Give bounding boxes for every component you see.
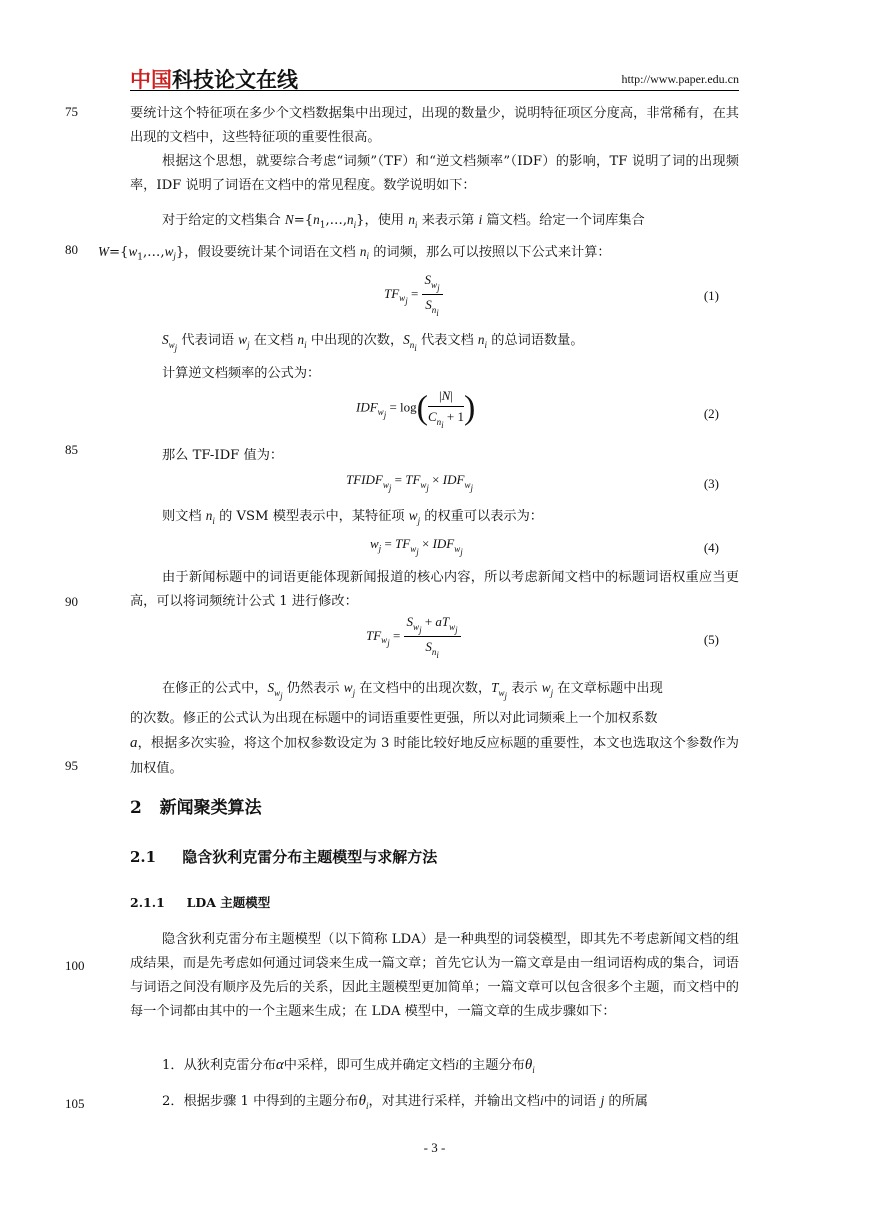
paragraph: 对于给定的文档集合 $N=\{n_1,\dots,n_i\}$，使用 $n_i$ 来表示第 i 篇文档。给定一个词库集合 $W=\{w_1,\dots,w_j\}$，假设要统计某个词语在文档 $n_i$ 的词频，那么可以按照以下公式来计算： [98,212,645,263]
equation-number: (2) [703,406,719,421]
subsubsection-heading: 2.1.1 LDA 主题模型 [130,895,271,910]
equation-number: (5) [703,632,719,647]
paragraph: 那么 TF-IDF 值为： [162,448,284,463]
paragraph: 要统计这个特征项在多少个文档数据集中出现过，出现的数量少，说明特征项区分度高，非常稀有，在其出现的文档中，这些特征项的重要性很高。 [130,106,739,145]
paragraph: 在修正的公式中，$S_{w_j}$ 仍然表示 $w_j$ 在文档中的出现次数，$T_{w_j}$ 表示 $w_j$ 在文章标题中出现 [162,680,663,701]
line-number: 80 [65,242,78,257]
equation-2: $IDF_{w_j} = \log$( $\frac{|N|}{C_{n_i} + 1}$ ) [356,388,476,430]
paragraph: 隐含狄利克雷分布主题模型（以下简称 LDA）是一种典型的词袋模型，即其先不考虑新闻文档的组成结果，而是先考虑如何通过词袋来生成一篇文章；首先它认为一篇文章是由一组词语构成的集合，词语与词语之间没有顺序及先后的关系，因此主题模型更加简单；一篇文章可以包含很多个主题，而文档中的每一个词都由其中的一个主题来生成；在 LDA 模型中，一篇文章的生成步骤如下： [130,932,739,1019]
paragraph: 由于新闻标题中的词语更能体现新闻报道的核心内容，所以考虑新闻文档中的标题词语权重应当更高，可以将词频统计公式 1 进行修改： [130,570,739,609]
equation-4: $w_j = TF_{w_j} \times IDF_{w_j}$ [370,536,463,557]
paragraph: 则文档 $n_i$ 的 VSM 模型表示中，某特征项 $w_j$ 的权重可以表示为： [162,508,543,526]
site-logo: 中国科技论文在线 [130,68,298,92]
equation-number: (4) [703,540,719,555]
line-number: 90 [65,594,78,609]
line-number: 100 [65,958,85,973]
equation-3: $TFIDF_{w_j} = TF_{w_j} \times IDF_{w_j}$ [346,472,473,493]
line-number: 105 [65,1096,85,1111]
page-number: - 3 - [423,1140,446,1155]
section-heading: 2 新闻聚类算法 [130,798,262,818]
math-inline: N [284,212,294,227]
equation-number: (1) [703,288,719,303]
list-item: 2．根据步骤 1 中得到的主题分布$\theta_i$，对其进行采样，并输出文档i中的词语 j 的所属 [162,1093,648,1111]
line-number: 85 [65,442,78,457]
equation-1: $TF_{w_j}$ = $\frac{S_{w_j}}{S_{n_i}}$ [384,272,443,318]
line-number: 75 [65,104,78,119]
paragraph: $S_{w_j}$ 代表词语 $w_j$ 在文档 $n_i$ 中出现的次数，$S_{n_i}$ 代表文档 $n_i$ 的总词语数量。 [162,332,584,353]
line-number: 95 [65,758,78,773]
list-item: 1．从狄利克雷分布α中采样，即可生成并确定文档i的主题分布$\theta_i$ [162,1057,535,1075]
header-url[interactable]: http://www.paper.edu.cn [621,72,739,86]
paragraph: 计算逆文档频率的公式为： [162,366,321,381]
paragraph: 根据这个思想，就要综合考虑“词频”（TF）和“逆文档频率”（IDF）的影响，TF 说明了词的出现频率，IDF 说明了词语在文档中的常见程度。数学说明如下： [130,154,739,193]
header-rule [130,90,739,91]
equation-5: $TF_{w_j}$ = $\frac{S_{w_j} + aT_{w_j}}{S_{n_i}}$ [366,614,461,660]
paragraph: 的次数。修正的公式认为出现在标题中的词语重要性更强，所以对此词频乘上一个加权系数 a，根据多次实验，将这个加权参数设定为 3 时能比较好地反应标题的重要性，本文也选取这个参数作为加权值。 [130,711,739,776]
subsection-heading: 2.1 隐含狄利克雷分布主题模型与求解方法 [130,848,438,866]
equation-number: (3) [703,476,719,491]
